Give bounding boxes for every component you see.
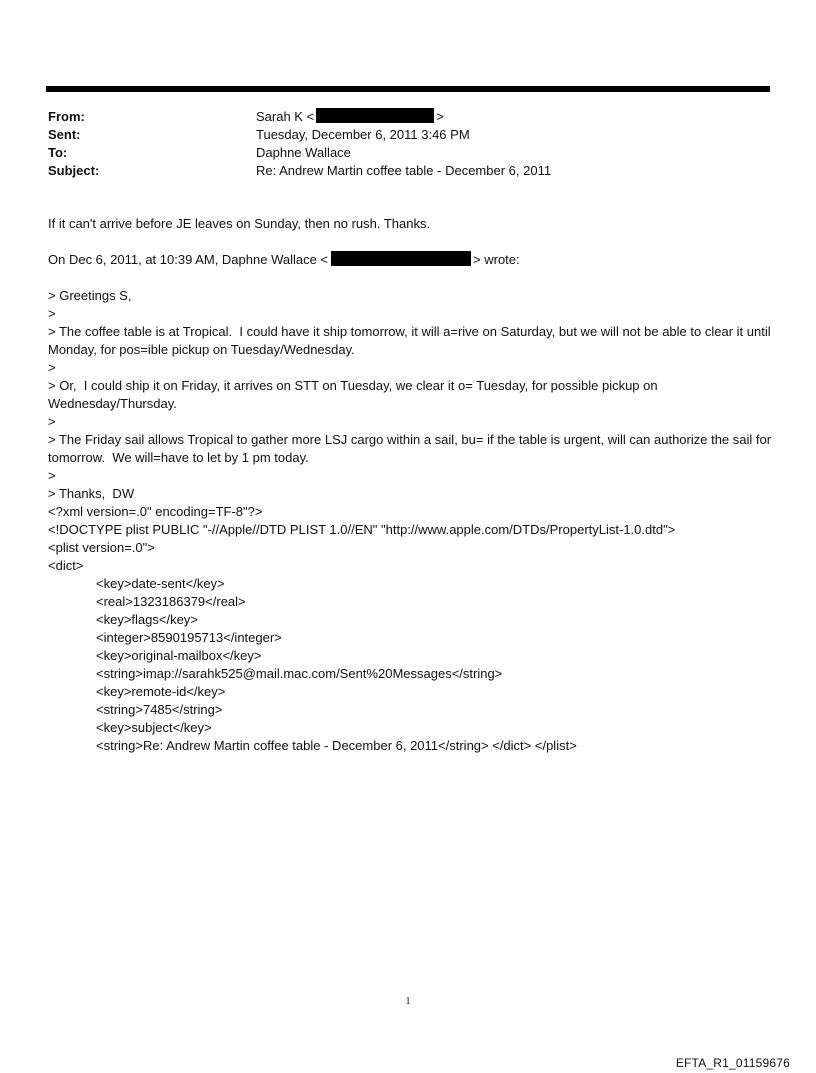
from-close: >: [436, 109, 444, 124]
plist-line: <dict>: [48, 558, 84, 573]
from-label: From:: [48, 109, 85, 124]
page-number: 1: [405, 996, 411, 1007]
wrote-prefix: On Dec 6, 2011, at 10:39 AM, Daphne Wallace <: [48, 252, 329, 267]
quoted-line: > The Friday sail allows Tropical to gather more LSJ cargo within a sail, bu= if the table is urgent, will can authorize the sail for tomorrow. We will=have to let by 1 pm today.: [48, 432, 775, 465]
quote-attribution: [48, 251, 772, 269]
plist-line: <key>original-mailbox</key>: [96, 648, 262, 663]
sent-value: Tuesday, December 6, 2011 3:46 PM: [256, 127, 470, 142]
document-id: EFTA_R1_01159676: [675, 1056, 790, 1070]
reply-text: If it can't arrive before JE leaves on Sunday, then no rush. Thanks.: [48, 216, 431, 231]
plist-line: <string>imap://sarahk525@mail.mac.com/Sent%20Messages</string>: [96, 666, 503, 681]
header-divider: [46, 86, 770, 92]
quoted-line: >: [48, 414, 56, 429]
plist-line: <string>7485</string>: [96, 702, 223, 717]
plist-line: <!DOCTYPE plist PUBLIC "-//Apple//DTD PLIST 1.0//EN" "http://www.apple.com/DTDs/PropertyList-1.0.dtd">: [48, 522, 676, 537]
wrote-suffix: > wrote:: [473, 252, 520, 267]
from-name: Sarah K <: [256, 109, 315, 124]
quoted-line: >: [48, 306, 56, 321]
subject-value: Re: Andrew Martin coffee table - December 6, 2011: [256, 163, 552, 178]
to-value: Daphne Wallace: [256, 145, 351, 160]
sent-label: Sent:: [48, 127, 81, 142]
plist-line: <?xml version=.0" encoding=TF-8"?>: [48, 504, 263, 519]
subject-label: Subject:: [48, 163, 100, 178]
plist-line: <key>subject</key>: [96, 720, 212, 735]
plist-line: <integer>8590195713</integer>: [96, 630, 282, 645]
plist-line: <key>remote-id</key>: [96, 684, 226, 699]
quoted-line: >: [48, 468, 56, 483]
plist-line: <key>date-sent</key>: [96, 576, 225, 591]
plist-block: [48, 503, 772, 755]
from-row: [48, 108, 768, 126]
quoted-line: > Greetings S,: [48, 288, 132, 303]
plist-line: <key>flags</key>: [96, 612, 198, 627]
redaction-box: [316, 108, 434, 123]
quoted-line: > Or, I could ship it on Friday, it arrives on STT on Tuesday, we clear it o= Tuesday, for possible pickup on Wednesday/Thursday.: [48, 378, 662, 411]
plist-line: <real>1323186379</real>: [96, 594, 246, 609]
quoted-message: [48, 287, 775, 503]
plist-line: <string>Re: Andrew Martin coffee table - December 6, 2011</string> </dict> </plist>: [96, 738, 577, 753]
redaction-box: [331, 251, 471, 266]
email-header: [48, 108, 768, 180]
quoted-line: >: [48, 360, 56, 375]
to-label: To:: [48, 145, 68, 160]
plist-line: <plist version=.0">: [48, 540, 155, 555]
from-value: [256, 108, 444, 126]
quoted-line: > The coffee table is at Tropical. I could have it ship tomorrow, it will a=rive on Saturday, but we will not be able to clear it until Monday, for pos=ible pickup on Tuesday/Wednesday.: [48, 324, 775, 357]
subject-row: [48, 162, 768, 180]
email-body: [48, 215, 775, 755]
sent-row: [48, 126, 768, 144]
to-row: [48, 144, 768, 162]
quoted-line: > Thanks, DW: [48, 486, 135, 501]
